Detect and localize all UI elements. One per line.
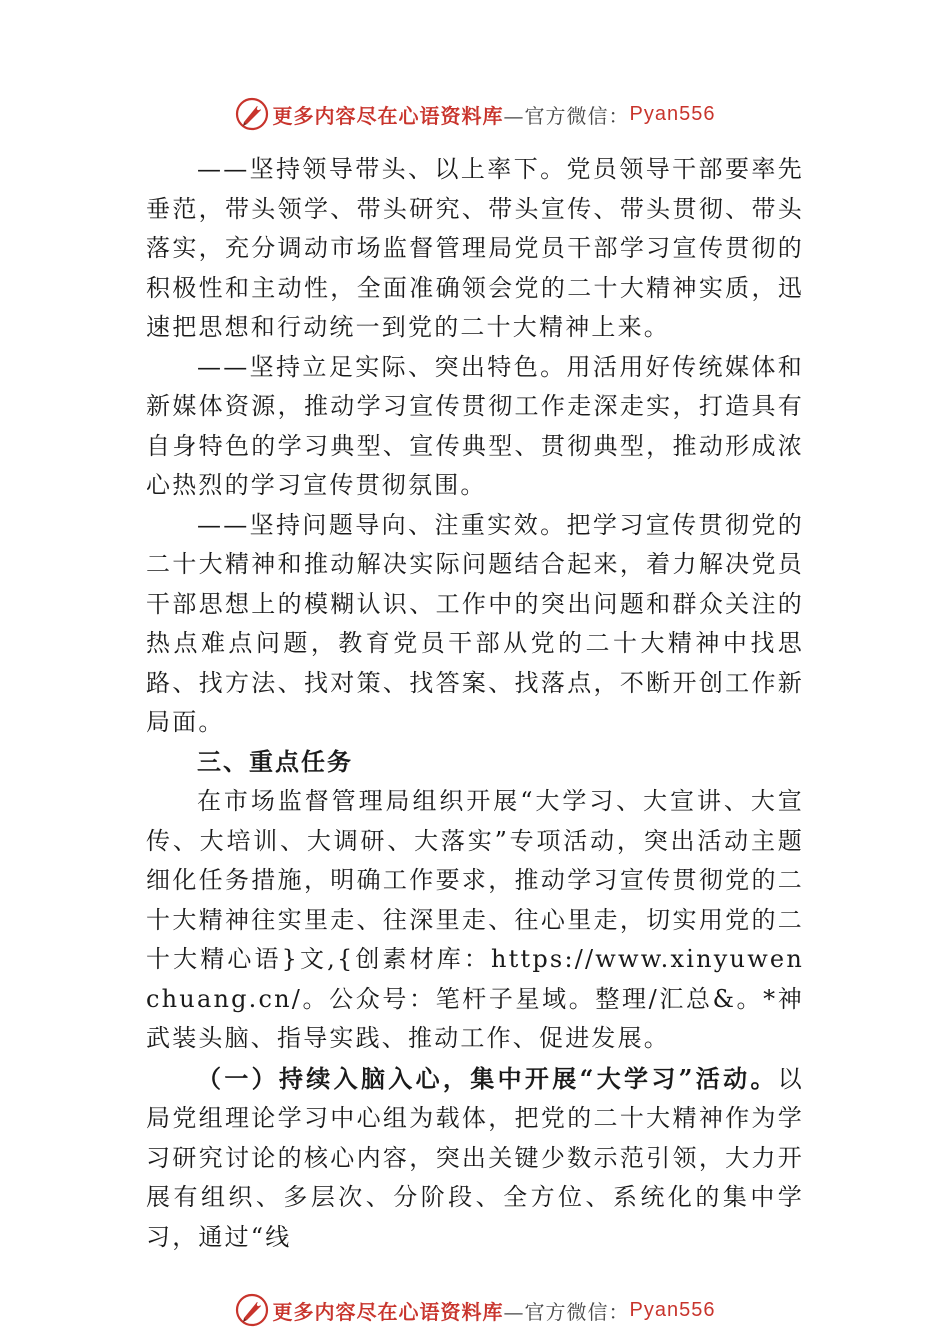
footer-banner (0, 1290, 950, 1330)
section-heading-key-tasks: 三、重点任务 (197, 747, 353, 776)
pen-nib-logo-icon (235, 1293, 269, 1327)
paragraph-principle-3: ——坚持问题导向、注重实效。把学习宣传贯彻党的二十大精神和推动解决实际问题结合起来，着力解决党员干部思想上的模糊认识、工作中的突出问题和群众关注的热点难点问题，教育党员干部从党的二十大精神中找思路、找方法、找对策、找答案、找落点，不断开创工作新局面。 (146, 510, 804, 736)
paragraph-principle-1: ——坚持领导带头、以上率下。党员领导干部要率先垂范，带头领学、带头研究、带头宣传、带头贯彻、带头落实，充分调动市场监督管理局党员干部学习宣传贯彻的积极性和主动性，全面准确领会党的二十大精神实质，迅速把思想和行动统一到党的二十大精神上来。 (146, 155, 804, 341)
banner-wechat-id: Pyan556 (629, 1298, 716, 1321)
pen-nib-logo-icon (235, 97, 269, 131)
banner-red-text: 更多内容尽在心语资料库 (272, 1299, 504, 1324)
document-body (146, 150, 804, 1257)
paragraph-task-1 (146, 1059, 804, 1258)
task-1-text: 以局党组理论学习中心组为载体，把党的二十大精神作为学习研究讨论的核心内容，突出关键少数示范引领，大力开展有组织、多层次、分阶段、全方位、系统化的集中学习，通过“线 (146, 1064, 804, 1251)
banner-dark-text: —官方微信： (503, 1299, 630, 1324)
banner-red-text: 更多内容尽在心语资料库 (272, 103, 504, 128)
header-banner (0, 94, 950, 134)
paragraph-principle-2: ——坚持立足实际、突出特色。用活用好传统媒体和新媒体资源，推动学习宣传贯彻工作走深走实，打造具有自身特色的学习典型、宣传典型、贯彻典型，推动形成浓心热烈的学习宣传贯彻氛围。 (146, 352, 804, 499)
banner-dark-text: —官方微信： (503, 103, 630, 128)
paragraph-key-tasks-intro: 在市场监督管理局组织开展“大学习、大宣讲、大宣传、大培训、大调研、大落实”专项活动，突出活动主题细化任务措施，明确工作要求，推动学习宣传贯彻党的二十大精神往实里走、往深里走、往心里走，切实用党的二十大精心语}文,{创素材库：https://www.xinyuwenchuang.cn/。公众号：笔杆子星域。整理/汇总&。*神武装头脑、指导实践、推动工作、促进发展。 (146, 787, 804, 1052)
banner-wechat-id: Pyan556 (629, 102, 716, 125)
task-1-lead: （一）持续入脑入心，集中开展“大学习”活动。 (197, 1063, 778, 1093)
